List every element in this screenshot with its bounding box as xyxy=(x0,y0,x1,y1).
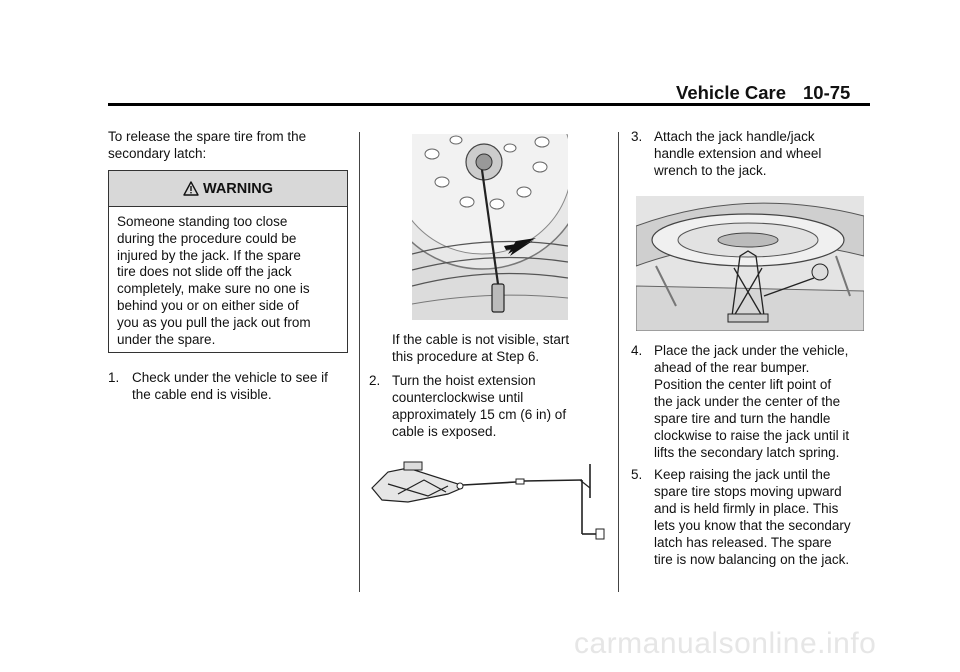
step1-line-1: Check under the vehicle to see if xyxy=(132,370,328,385)
step5-line: Keep raising the jack until the xyxy=(654,467,831,482)
step-number: 4. xyxy=(631,343,643,358)
warning-line: completely, make sure no one is xyxy=(117,281,310,297)
page-header xyxy=(600,82,868,104)
page-number: 10-75 xyxy=(803,82,851,103)
warning-line: tire does not slide off the jack xyxy=(117,264,292,280)
cable-note-line-2: this procedure at Step 6. xyxy=(392,349,540,364)
warning-line: injured by the jack. If the spare xyxy=(117,247,301,263)
step5-line: latch has released. The spare xyxy=(654,535,832,550)
step5-line: and is held firmly in place. This xyxy=(654,501,839,516)
warning-icon xyxy=(183,181,199,196)
intro-line-1: To release the spare tire from the xyxy=(108,129,307,144)
spare-tire-cable-illustration xyxy=(412,134,568,320)
warning-line: behind you or on either side of xyxy=(117,297,299,313)
step1-line-2: the cable end is visible. xyxy=(132,387,272,402)
step3-line-2: handle extension and wheel xyxy=(654,146,822,161)
warning-line: during the procedure could be xyxy=(117,230,297,246)
step2-line-1: Turn the hoist extension xyxy=(392,373,536,388)
step3-line-3: wrench to the jack. xyxy=(654,163,767,178)
step4-line: lifts the secondary latch spring. xyxy=(654,445,840,460)
step2-line-4: cable is exposed. xyxy=(392,424,497,439)
footer-watermark-url[interactable]: carmanualsonline.info xyxy=(574,627,877,660)
header-rule xyxy=(108,103,870,106)
section-title: Vehicle Care xyxy=(676,82,787,103)
step-number: 5. xyxy=(631,467,643,482)
step4-line: clockwise to raise the jack until it xyxy=(654,428,850,443)
warning-title: WARNING xyxy=(202,180,274,197)
column-divider xyxy=(359,132,360,592)
step4-line: ahead of the rear bumper. xyxy=(654,360,810,375)
step5-line: tire is now balancing on the jack. xyxy=(654,552,850,567)
step-number: 1. xyxy=(108,370,120,385)
step5-line: lets you know that the secondary xyxy=(654,518,851,533)
step4-line: Position the center lift point of xyxy=(654,377,832,392)
cable-note-line-1: If the cable is not visible, start xyxy=(392,332,570,347)
warning-line: Someone standing too close xyxy=(117,214,288,229)
step4-line: the jack under the center of the xyxy=(654,394,841,409)
step4-line: spare tire and turn the handle xyxy=(654,411,831,426)
step-number: 2. xyxy=(369,373,381,388)
step2-line-2: counterclockwise until xyxy=(392,390,524,405)
warning-line: you as you pull the jack out from xyxy=(117,314,311,330)
intro-line-2: secondary latch: xyxy=(108,146,207,161)
jack-under-spare-illustration xyxy=(636,196,864,331)
step2-line-3: approximately 15 cm (6 in) of xyxy=(392,407,567,422)
step5-line: spare tire stops moving upward xyxy=(654,484,842,499)
footer xyxy=(0,612,960,672)
warning-line: under the spare. xyxy=(117,331,216,347)
warning-header xyxy=(109,171,347,207)
step3-line-1: Attach the jack handle/jack xyxy=(654,129,815,144)
warning-box xyxy=(108,170,348,353)
step4-line: Place the jack under the vehicle, xyxy=(654,343,849,358)
warning-text xyxy=(109,207,347,348)
column-divider xyxy=(618,132,619,592)
step-number: 3. xyxy=(631,129,643,144)
jack-and-handle-illustration xyxy=(368,458,612,550)
